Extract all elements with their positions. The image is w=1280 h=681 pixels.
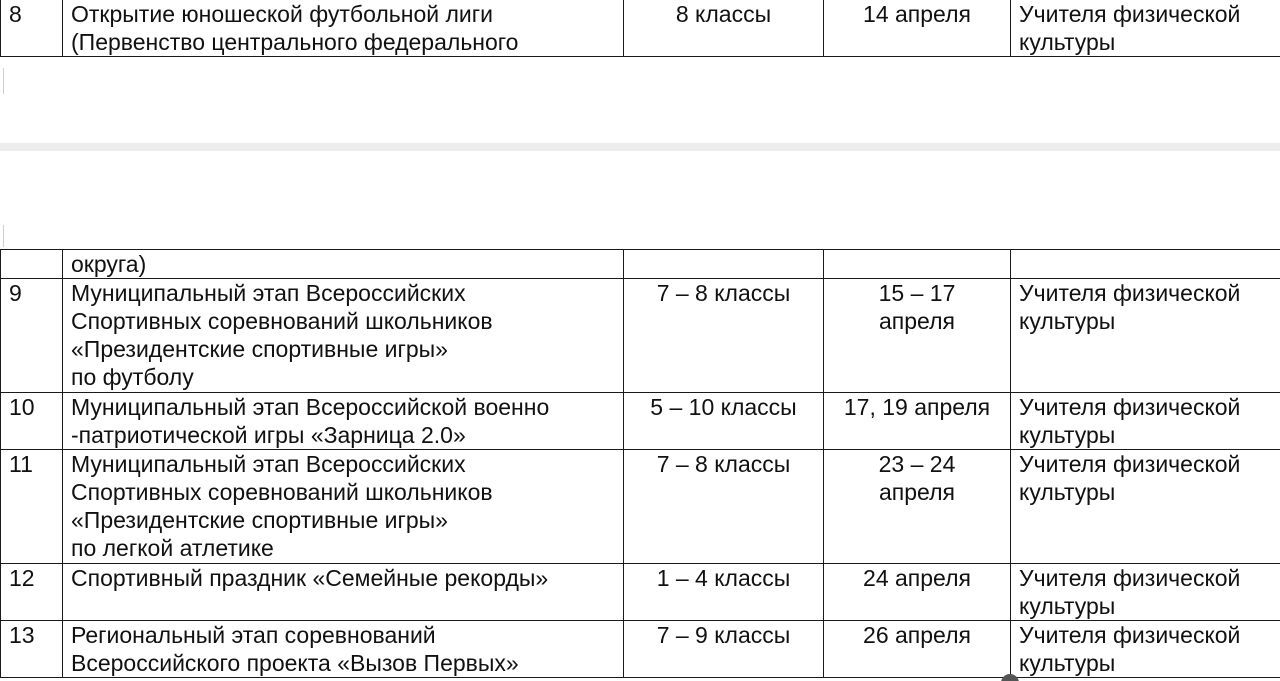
class-range-cell (624, 621, 824, 678)
class-range-line: 7 – 9 классы (656, 622, 791, 648)
responsible-persons-line: Учителя физической (1019, 622, 1241, 648)
event-name-line: Всероссийского проекта «Вызов Первых» (71, 650, 519, 676)
event-date-cell (824, 450, 1011, 564)
row-number: 13 (9, 622, 35, 648)
event-date-cell (824, 279, 1011, 393)
row-number: 9 (9, 280, 22, 306)
event-date-line: 15 – 17 (878, 280, 956, 306)
event-date-line: апреля (879, 308, 955, 334)
event-name-cell (63, 393, 624, 450)
class-range-cell (624, 393, 824, 450)
event-name-line: Открытие юношеской футбольной лиги (71, 1, 494, 27)
event-name-cell (63, 564, 624, 621)
table-row (1, 0, 1280, 57)
responsible-persons-cell (1011, 621, 1280, 678)
row-number: 11 (9, 451, 33, 477)
row-number-cell (1, 621, 63, 678)
class-range-line (632, 250, 815, 278)
responsible-persons-line: культуры (1019, 308, 1116, 334)
table-row (1, 564, 1280, 621)
event-date-line: 24 апреля (863, 565, 971, 591)
responsible-persons-line: Учителя физической (1019, 394, 1241, 420)
event-date-cell (824, 393, 1011, 450)
responsible-persons-line: культуры (1019, 479, 1116, 505)
row-number-cell (1, 250, 63, 279)
event-name-line: Спортивный праздник «Семейные рекорды» (71, 565, 549, 591)
event-name-line: «Президентские спортивные игры» (71, 507, 448, 533)
event-name-line: Региональный этап соревнований (71, 622, 436, 648)
event-date-line (832, 250, 1002, 278)
page-break (0, 143, 1280, 151)
class-range-cell (624, 0, 824, 57)
responsible-persons-cell (1011, 450, 1280, 564)
events-table-top (0, 0, 1280, 57)
event-date-line: 26 апреля (863, 622, 971, 648)
responsible-persons-cell (1011, 564, 1280, 621)
events-table-bottom (0, 249, 1280, 678)
event-name-line: (Первенство центрального федерального (71, 29, 519, 55)
table-row (1, 250, 1280, 279)
class-range-line: 7 – 8 классы (656, 451, 791, 477)
event-name-line: -патриотической игры «Зарница 2.0» (71, 422, 466, 448)
responsible-persons-cell (1011, 393, 1280, 450)
event-name-cell (63, 0, 624, 57)
table-row (1, 393, 1280, 450)
event-name-cell (63, 279, 624, 393)
event-name-line: по легкой атлетике (71, 535, 274, 561)
row-number: 8 (9, 1, 22, 27)
class-range-cell (624, 564, 824, 621)
row-number-cell (1, 279, 63, 393)
class-range-line: 1 – 4 классы (656, 565, 791, 591)
responsible-persons-line (1019, 250, 1274, 278)
class-range-line: 5 – 10 классы (650, 394, 797, 420)
event-name-cell (63, 621, 624, 678)
class-range-cell (624, 450, 824, 564)
text-cursor-mark (3, 225, 4, 247)
text-cursor-mark (3, 68, 4, 94)
event-name-line: Муниципальный этап Всероссийской военно (71, 394, 550, 420)
event-date-line: 17, 19 апреля (843, 394, 991, 420)
event-name-cell (63, 250, 624, 279)
responsible-persons-line: Учителя физической (1019, 451, 1241, 477)
table-row (1, 279, 1280, 393)
class-range-line: 7 – 8 классы (656, 280, 791, 306)
table-row (1, 621, 1280, 678)
document-page-top (0, 0, 1280, 143)
event-name-line: Спортивных соревнований школьников (71, 479, 493, 505)
event-name-line: «Президентские спортивные игры» (71, 336, 448, 362)
row-number (9, 250, 54, 278)
event-name-line: Муниципальный этап Всероссийских (71, 280, 466, 306)
event-name-line: по футболу (71, 364, 194, 390)
row-number-cell (1, 450, 63, 564)
event-date-cell (824, 564, 1011, 621)
responsible-persons-line: культуры (1019, 29, 1116, 55)
event-name-line: Муниципальный этап Всероссийских (71, 451, 466, 477)
row-number-cell (1, 393, 63, 450)
responsible-persons-line: Учителя физической (1019, 565, 1241, 591)
class-range-cell (624, 279, 824, 393)
responsible-persons-line: Учителя физической (1019, 1, 1241, 27)
responsible-persons-line: культуры (1019, 650, 1116, 676)
responsible-persons-line: культуры (1019, 422, 1116, 448)
table-row (1, 450, 1280, 564)
class-range-line: 8 классы (675, 1, 772, 27)
event-date-line: 14 апреля (863, 1, 971, 27)
event-date-cell (824, 621, 1011, 678)
document-page-bottom (0, 151, 1280, 681)
responsible-persons-line: Учителя физической (1019, 280, 1241, 306)
responsible-persons-cell (1011, 279, 1280, 393)
class-range-cell (624, 250, 824, 279)
responsible-persons-cell (1011, 250, 1280, 279)
row-number: 10 (9, 394, 35, 420)
row-number-cell (1, 0, 63, 57)
event-name-line: округа) (71, 251, 147, 277)
event-name-cell (63, 450, 624, 564)
event-date-cell (824, 0, 1011, 57)
event-name-line: Спортивных соревнований школьников (71, 308, 493, 334)
event-date-line: 23 – 24 (878, 451, 956, 477)
event-date-line: апреля (879, 479, 955, 505)
responsible-persons-line: культуры (1019, 593, 1116, 619)
event-date-cell (824, 250, 1011, 279)
row-number: 12 (9, 565, 35, 591)
responsible-persons-cell (1011, 0, 1280, 57)
row-number-cell (1, 564, 63, 621)
